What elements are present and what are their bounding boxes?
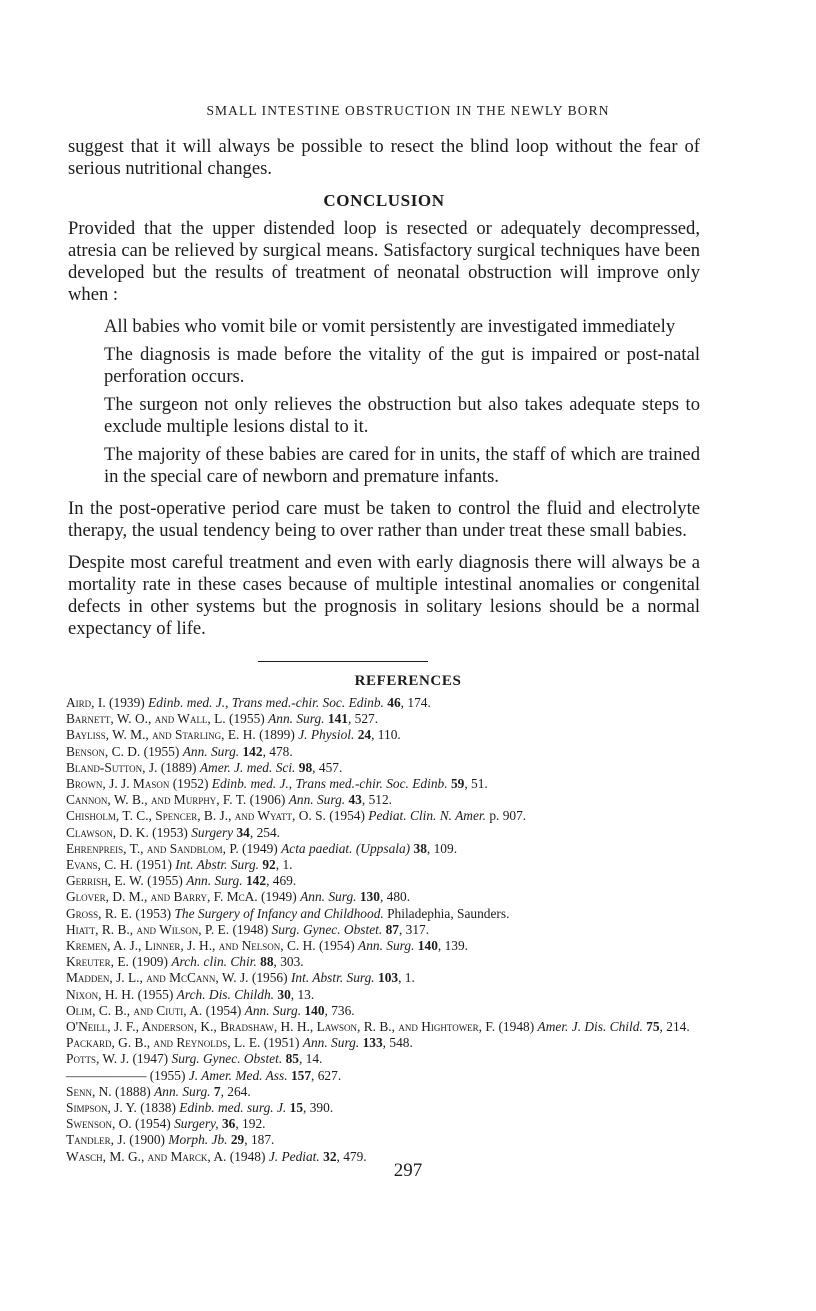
reference-journal: Ann. Surg.	[288, 792, 346, 808]
reference-pages: , 254.	[249, 824, 281, 840]
reference-authors: Gross, R. E.	[66, 905, 133, 921]
reference-volume: 140	[417, 938, 438, 954]
reference-pages: p. 907.	[485, 808, 527, 824]
reference-item	[66, 906, 716, 922]
reference-authors: Aird, I.	[66, 695, 106, 710]
reference-year: (1948)	[498, 1019, 535, 1035]
reference-year: (1955)	[147, 873, 183, 889]
reference-year: (1951)	[263, 1035, 300, 1051]
reference-journal: Arch. clin. Chir.	[171, 954, 257, 970]
reference-authors: Kreuter, E.	[66, 954, 129, 970]
reference-year: (1888)	[115, 1083, 151, 1099]
reference-item	[66, 873, 716, 889]
reference-journal: Amer. J. Dis. Child.	[537, 1019, 643, 1035]
reference-item	[66, 711, 716, 727]
reference-journal: The Surgery of Infancy and Childhood.	[174, 905, 384, 921]
reference-journal: Edinb. med. surg. J.	[179, 1100, 287, 1116]
reference-journal: Acta paediat. (Uppsala)	[281, 840, 411, 856]
reference-year: (1955)	[137, 986, 174, 1002]
reference-authors: Tandler, J.	[66, 1132, 126, 1148]
reference-volume: 142	[245, 873, 267, 889]
reference-volume: 30	[277, 986, 291, 1002]
reference-authors: Simpson, J. Y.	[66, 1100, 137, 1116]
article-body	[68, 136, 700, 640]
conclusion-heading: CONCLUSION	[323, 191, 445, 210]
reference-year: (1899)	[259, 727, 295, 743]
reference-authors: Evans, C. H.	[66, 857, 133, 873]
reference-journal: Edinb. med. J., Trans med.-chir. Soc. Edinb.	[211, 776, 448, 792]
reference-item	[66, 1116, 716, 1132]
reference-item	[66, 954, 716, 970]
reference-year: (1947)	[132, 1051, 169, 1067]
reference-volume: 92	[262, 857, 276, 873]
reference-volume: 59	[450, 776, 465, 792]
reference-item	[66, 970, 716, 986]
reference-journal: Ann. Surg.	[154, 1083, 211, 1099]
reference-volume: 43	[348, 792, 362, 808]
reference-item	[66, 792, 716, 808]
reference-item	[66, 987, 716, 1003]
reference-journal: J. Amer. Med. Ass.	[188, 1067, 288, 1083]
reference-authors: Olim, C. B., and Ciuti, A.	[66, 1002, 203, 1018]
page-number: 297	[393, 1160, 423, 1181]
reference-year: (1955)	[149, 1067, 186, 1083]
reference-pages: , 139.	[437, 938, 469, 954]
reference-volume: 29	[230, 1132, 245, 1148]
reference-year: (1955)	[229, 711, 265, 727]
reference-item	[66, 825, 716, 841]
reference-item	[66, 922, 716, 938]
opening-paragraph: suggest that it will always be possible to resect the blind loop without the fear of serious nutritional changes.	[68, 136, 700, 179]
reference-volume: 157	[290, 1067, 312, 1083]
section-divider	[258, 661, 428, 662]
reference-journal: Int. Abstr. Surg.	[175, 857, 259, 873]
reference-pages: , 1.	[275, 857, 293, 873]
reference-year: (1939)	[109, 695, 145, 710]
reference-journal: Surgery,	[174, 1116, 219, 1132]
reference-authors: Wasch, M. G., and Marck, A.	[66, 1148, 227, 1164]
reference-year: (1949)	[261, 889, 297, 905]
reference-journal: Ann. Surg.	[186, 873, 243, 889]
reference-year: (1906)	[249, 792, 286, 808]
reference-authors: Cannon, W. B., and Murphy, F. T.	[66, 792, 247, 808]
reference-volume: 130	[359, 889, 380, 905]
reference-authors: Kremen, A. J., Linner, J. H., and Nelson, C. H.	[66, 938, 316, 954]
reference-item	[66, 1132, 716, 1148]
reference-year: (1949)	[242, 840, 278, 856]
reference-authors: O'Neill, J. F., Anderson, K., Bradshaw, H. H., Lawson, R. B., and Hightower, F.	[66, 1019, 496, 1035]
reference-volume: 98	[298, 759, 313, 775]
reference-item	[66, 1003, 716, 1019]
reference-list	[66, 695, 716, 1165]
reference-item	[66, 1051, 716, 1067]
reference-journal: Morph. Jb.	[168, 1132, 228, 1148]
reference-volume: 38	[413, 840, 427, 856]
reference-pages: , 14.	[298, 1051, 323, 1067]
reference-journal: Ann. Surg.	[268, 711, 325, 727]
conclusion-point: The majority of these babies are cared for in units, the staff of which are trained in the special care of newborn and premature infants.	[104, 444, 700, 487]
reference-year: (1953)	[135, 905, 172, 921]
reference-authors: Hiatt, R. B., and Wilson, P. E.	[66, 921, 230, 937]
reference-pages: , 512.	[361, 792, 393, 808]
reference-pages: , 174.	[400, 695, 431, 710]
conclusion-point: The surgeon not only relieves the obstruction but also takes adequate steps to exclude multiple lesions distal to it.	[104, 394, 700, 437]
reference-year: (1954)	[135, 1116, 171, 1132]
reference-journal: Pediat. Clin. N. Amer.	[368, 808, 486, 824]
reference-pages: Philadephia, Saunders.	[383, 905, 510, 921]
reference-volume: 46	[387, 695, 401, 710]
reference-volume: 15	[289, 1100, 304, 1116]
reference-journal: Ann. Surg.	[182, 743, 240, 759]
reference-pages: , 192.	[235, 1116, 266, 1132]
reference-authors: Nixon, H. H.	[66, 986, 135, 1002]
reference-volume: 87	[385, 921, 399, 937]
reference-pages: , 110.	[371, 727, 401, 743]
reference-authors: Benson, C. D.	[66, 743, 141, 759]
reference-volume: 140	[304, 1002, 325, 1018]
reference-item	[66, 776, 716, 792]
reference-journal: Surgery	[191, 824, 234, 840]
reference-pages: , 214.	[659, 1019, 690, 1035]
reference-pages: , 480.	[379, 889, 411, 905]
reference-authors: Madden, J. L., and McCann, W. J.	[66, 970, 249, 986]
reference-pages: , 51.	[464, 776, 488, 792]
conclusion-point: The diagnosis is made before the vitality of the gut is impaired or post-natal perforation occurs.	[104, 344, 700, 387]
reference-pages: , 390.	[303, 1100, 334, 1116]
reference-volume: 142	[242, 743, 263, 759]
reference-volume: 7	[213, 1083, 221, 1099]
reference-authors: Chisholm, T. C., Spencer, B. J., and Wyatt, O. S.	[66, 808, 326, 824]
reference-volume: 133	[362, 1035, 383, 1051]
reference-authors: Clawson, D. K.	[66, 824, 149, 840]
reference-item	[66, 744, 716, 760]
post-operative-paragraph: In the post-operative period care must be taken to control the fluid and electrolyte therapy, the usual tendency being to over rather than under treat these small babies.	[68, 498, 700, 541]
reference-pages: , 478.	[262, 743, 293, 759]
reference-item	[66, 1084, 716, 1100]
reference-journal: Int. Abstr. Surg.	[290, 970, 375, 986]
reference-pages: , 479.	[336, 1148, 367, 1164]
reference-journal: Ann. Surg.	[358, 938, 415, 954]
reference-authors: Barnett, W. O., and Wall, L.	[66, 711, 226, 727]
conclusion-points	[104, 316, 700, 488]
reference-authors: Potts, W. J.	[66, 1051, 130, 1067]
reference-journal: Ann. Surg.	[244, 1002, 302, 1018]
reference-item	[66, 857, 716, 873]
reference-year: (1955)	[143, 743, 180, 759]
reference-journal: Ann. Surg.	[302, 1035, 360, 1051]
reference-journal: Edinb. med. J., Trans med.-chir. Soc. Edinb.	[148, 695, 384, 710]
reference-authors: Senn, N.	[66, 1083, 112, 1099]
reference-journal: Ann. Surg.	[300, 889, 357, 905]
reference-item	[66, 727, 716, 743]
reference-journal: Surg. Gynec. Obstet.	[171, 1051, 283, 1067]
reference-year: (1954)	[205, 1002, 242, 1018]
closing-paragraph: Despite most careful treatment and even with early diagnosis there will always be a mortality rate in these cases because of multiple intestinal anomalies or congenital defects in other systems but the prognosis in solitary lesions should be a normal expectancy of life.	[68, 552, 700, 639]
reference-journal: J. Physiol.	[298, 727, 355, 743]
reference-pages: , 13.	[290, 986, 315, 1002]
reference-item	[66, 808, 716, 824]
reference-item	[66, 938, 716, 954]
reference-year: (1956)	[251, 970, 288, 986]
reference-pages: , 303.	[273, 954, 304, 970]
reference-authors: Glover, D. M., and Barry, F. McA.	[66, 889, 258, 905]
reference-pages: , 317.	[398, 921, 430, 937]
reference-journal: J. Pediat.	[268, 1148, 320, 1164]
reference-item	[66, 889, 716, 905]
reference-pages: , 264.	[220, 1083, 251, 1099]
reference-year: (1954)	[318, 938, 355, 954]
reference-item	[66, 1035, 716, 1051]
reference-authors: Brown, J. J. Mason	[66, 776, 170, 792]
reference-volume: 36	[221, 1116, 236, 1132]
reference-pages: , 109.	[426, 840, 458, 856]
reference-authors: Swenson, O.	[66, 1116, 132, 1132]
reference-journal: Surg. Gynec. Obstet.	[271, 921, 383, 937]
reference-item	[66, 760, 716, 776]
reference-volume: 75	[646, 1019, 660, 1035]
reference-pages: , 457.	[312, 759, 343, 775]
reference-authors: Bland-Sutton, J.	[66, 759, 158, 775]
reference-item	[66, 841, 716, 857]
reference-journal: Amer. J. med. Sci.	[199, 759, 296, 775]
reference-volume: 88	[260, 954, 274, 970]
reference-pages: , 1.	[398, 970, 415, 986]
conclusion-intro: Provided that the upper distended loop is resected or adequately decompressed, atresia can be relieved by surgical means. Satisfactory surgical techniques have been developed but the results of treatment of neonatal obstruction will improve only when :	[68, 218, 700, 305]
reference-year: (1948)	[229, 1148, 266, 1164]
references-heading: REFERENCES	[354, 673, 462, 689]
running-head: SMALL INTESTINE OBSTRUCTION IN THE NEWLY BORN	[206, 103, 610, 118]
reference-authors: Gerrish, E. W.	[66, 873, 144, 889]
reference-year: (1954)	[329, 808, 365, 824]
reference-item	[66, 1100, 716, 1116]
reference-year: (1909)	[132, 954, 168, 970]
reference-authors: Ehrenpreis, T., and Sandblom, P.	[66, 840, 239, 856]
reference-journal: Arch. Dis. Childh.	[176, 986, 275, 1002]
reference-volume: 141	[327, 711, 348, 727]
reference-pages: , 627.	[311, 1067, 342, 1083]
reference-year: (1951)	[136, 857, 172, 873]
reference-year: (1953)	[152, 824, 188, 840]
reference-item	[66, 695, 716, 711]
reference-item	[66, 1019, 716, 1035]
reference-authors: Bayliss, W. M., and Starling, E. H.	[66, 727, 256, 743]
reference-year: (1900)	[129, 1132, 165, 1148]
reference-pages: , 736.	[324, 1002, 355, 1018]
reference-authors: ——————	[66, 1067, 147, 1083]
reference-volume: 85	[285, 1051, 299, 1067]
reference-year: (1889)	[160, 759, 197, 775]
reference-pages: , 548.	[382, 1035, 413, 1051]
reference-year: (1948)	[232, 921, 269, 937]
reference-volume: 24	[357, 727, 372, 743]
reference-year: (1838)	[140, 1100, 176, 1116]
reference-volume: 32	[323, 1148, 337, 1164]
reference-pages: , 187.	[244, 1132, 275, 1148]
reference-item	[66, 1068, 716, 1084]
reference-pages: , 469.	[266, 873, 297, 889]
conclusion-point: All babies who vomit bile or vomit persistently are investigated immediately	[104, 316, 676, 337]
reference-authors: Packard, G. B., and Reynolds, L. E.	[66, 1035, 261, 1051]
reference-volume: 103	[378, 970, 399, 986]
reference-volume: 34	[236, 824, 250, 840]
reference-year: (1952)	[172, 776, 209, 792]
reference-pages: , 527.	[347, 711, 379, 727]
